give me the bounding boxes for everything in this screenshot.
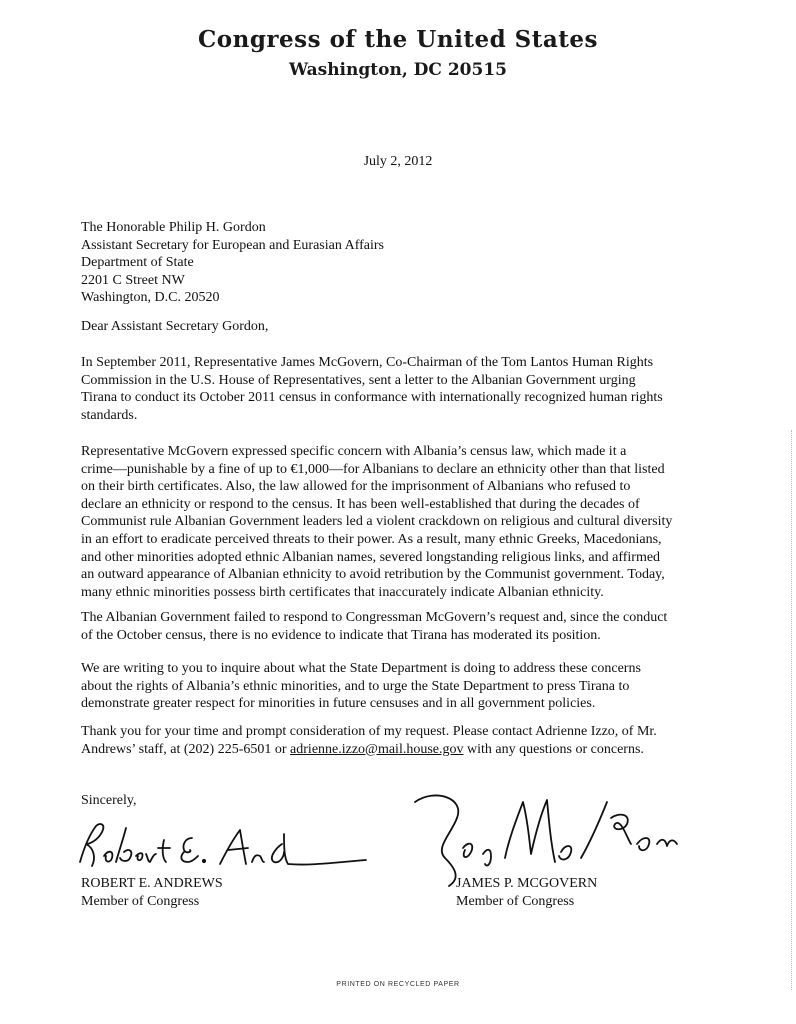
salutation: Dear Assistant Secretary Gordon, (81, 319, 269, 334)
text-line: declare an ethnicity or respond to the census. It has been well-established that during the decades of (81, 496, 640, 512)
text-line: Commission in the U.S. House of Representatives, sent a letter to the Albanian Government urging (81, 372, 636, 388)
body-paragraph-5 (81, 723, 721, 758)
signer-andrews (81, 875, 223, 910)
signer-name: ROBERT E. ANDREWS (81, 876, 223, 891)
signer-title: Member of Congress (81, 893, 200, 909)
text-line: Communist rule Albanian Government leaders led a violent crackdown on religious and cultural diversity (81, 514, 673, 530)
text-line: In September 2011, Representative James McGovern, Co-Chairman of the Tom Lantos Human Rights (81, 355, 654, 370)
text-line: about the rights of Albania’s ethnic minorities, and to urge the State Department to press Tirana to (81, 678, 630, 694)
text-line: Tirana to conduct its October 2011 census in conformance with internationally recognized human rights (81, 390, 663, 406)
recipient-street: 2201 C Street NW (81, 272, 185, 288)
text-line: standards. (81, 407, 138, 423)
recycled-paper-footer: PRINTED ON RECYCLED PAPER (336, 981, 460, 988)
text-line: many ethnic minorities possess birth certificates that inaccurately indicate Albanian ethnicity. (81, 584, 604, 600)
text-line: crime—punishable by a fine of up to €1,000—for Albanians to declare an ethnicity other than that listed (81, 461, 665, 477)
text-line: demonstrate greater respect for minorities in future censuses and in all government policies. (81, 696, 596, 712)
recipient-department: Department of State (81, 255, 194, 270)
text-fragment: Andrews’ staff, at (202) 225-6501 or (81, 741, 291, 757)
text-line: an outward appearance of Albanian ethnicity to avoid retribution by the Communist government. Today, (81, 567, 665, 583)
text-fragment: with any questions or concerns. (463, 741, 644, 757)
letterhead-subtitle: Washington, DC 20515 (289, 60, 507, 80)
text-line: Representative McGovern expressed specific concern with Albania’s census law, which made it a (81, 444, 627, 459)
text-line: We are writing to you to inquire about what the State Department is doing to address these concerns (81, 661, 641, 676)
text-line: and other minorities adopted ethnic Albanian names, severed longstanding religious links, and affirmed (81, 549, 661, 565)
signer-title: Member of Congress (456, 893, 575, 909)
body-paragraph-2 (81, 443, 721, 601)
signer-mcgovern (456, 875, 597, 910)
letterhead-title: Congress of the United States (197, 26, 599, 53)
text-line: on their birth certificates. Also, the law allowed for the imprisonment of Albanians who refused to (81, 479, 631, 495)
signature-andrews (70, 818, 370, 876)
letter-date: July 2, 2012 (363, 154, 433, 169)
text-line (81, 741, 721, 759)
scan-edge-mark (790, 430, 792, 990)
contact-email-link[interactable]: adrienne.izzo@mail.house.gov (290, 741, 464, 757)
recipient-name: The Honorable Philip H. Gordon (81, 220, 266, 235)
recipient-city: Washington, D.C. 20520 (81, 290, 220, 305)
body-paragraph-4 (81, 660, 721, 713)
recipient-title: Assistant Secretary for European and Eurasian Affairs (81, 237, 384, 253)
text-line: The Albanian Government failed to respond to Congressman McGovern’s request and, since the conduct (81, 610, 668, 625)
recipient-address (81, 219, 384, 307)
closing: Sincerely, (81, 793, 137, 808)
text-line: in an effort to eradicate perceived threats to their power. As a result, many ethnic Greeks, Macedonians, (81, 531, 662, 547)
body-paragraph-1 (81, 354, 721, 424)
text-line: Thank you for your time and prompt consideration of my request. Please contact Adrienne Izzo, of Mr. (81, 724, 657, 739)
body-paragraph-3 (81, 609, 721, 644)
text-line: of the October census, there is no evidence to indicate that Tirana has moderated its position. (81, 627, 601, 643)
signer-name: JAMES P. MCGOVERN (456, 876, 598, 891)
